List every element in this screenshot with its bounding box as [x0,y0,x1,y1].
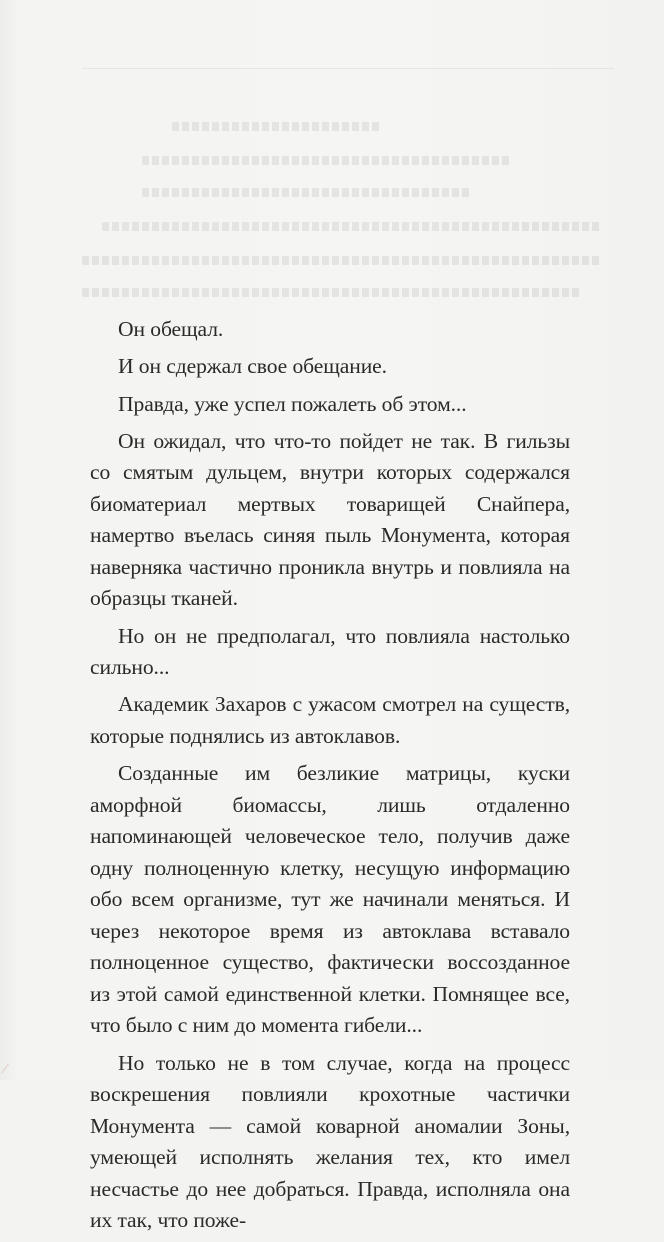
paragraph: Он обещал. [118,317,224,341]
paragraph: И он сдержал свое обещание. [118,354,387,379]
bleed-line [172,122,382,131]
body-text [90,314,570,1242]
bleed-line [102,222,602,231]
bleed-line [82,256,602,265]
bleed-through-text [82,60,622,320]
bleed-line [142,188,472,197]
bleed-line [82,288,582,297]
paragraph: Созданные им безликие матрицы, куски аморфной биомассы, лишь отдаленно напоминающей человеческое тело, получив даже одну полноценную клетку, несущую информацию обо всем организме, тут же начинали меняться. И через некоторое время из автоклава вставало полноценное существо, фактически воссозданное из этой самой единственной клетки. Помнящее все, что было с ним до момента гибели... [90,761,570,1038]
page-corner-mark: ⁄ [4,1062,7,1077]
bleed-line [142,156,512,165]
bleed-header-rule [82,68,614,69]
paragraph: Он ожидал, что что-то пойдет не так. В гильзы со смятым дульцем, внутри которых содержался биоматериал мертвых товарищей Снайпера, намертво въелась синяя пыль Монумента, которая наверняка частично проникла внутрь и повлияла на образцы тканей. [90,428,570,611]
paragraph: Правда, уже успел пожалеть об этом... [118,391,467,416]
paragraph: Но он не предполагал, что повлияла настолько сильно... [90,623,570,680]
paragraph: Но только не в том случае, когда на процесс воскрешения повлияли крохотные частички Монумента — самой коварной аномалии Зоны, умеющей исполнять желания тех, кто имел несчастье до нее добраться. Правда, исполняла она их так, что поже- [90,1050,570,1233]
paragraph: Академик Захаров с ужасом смотрел на существ, которые поднялись из автоклавов. [90,692,570,748]
